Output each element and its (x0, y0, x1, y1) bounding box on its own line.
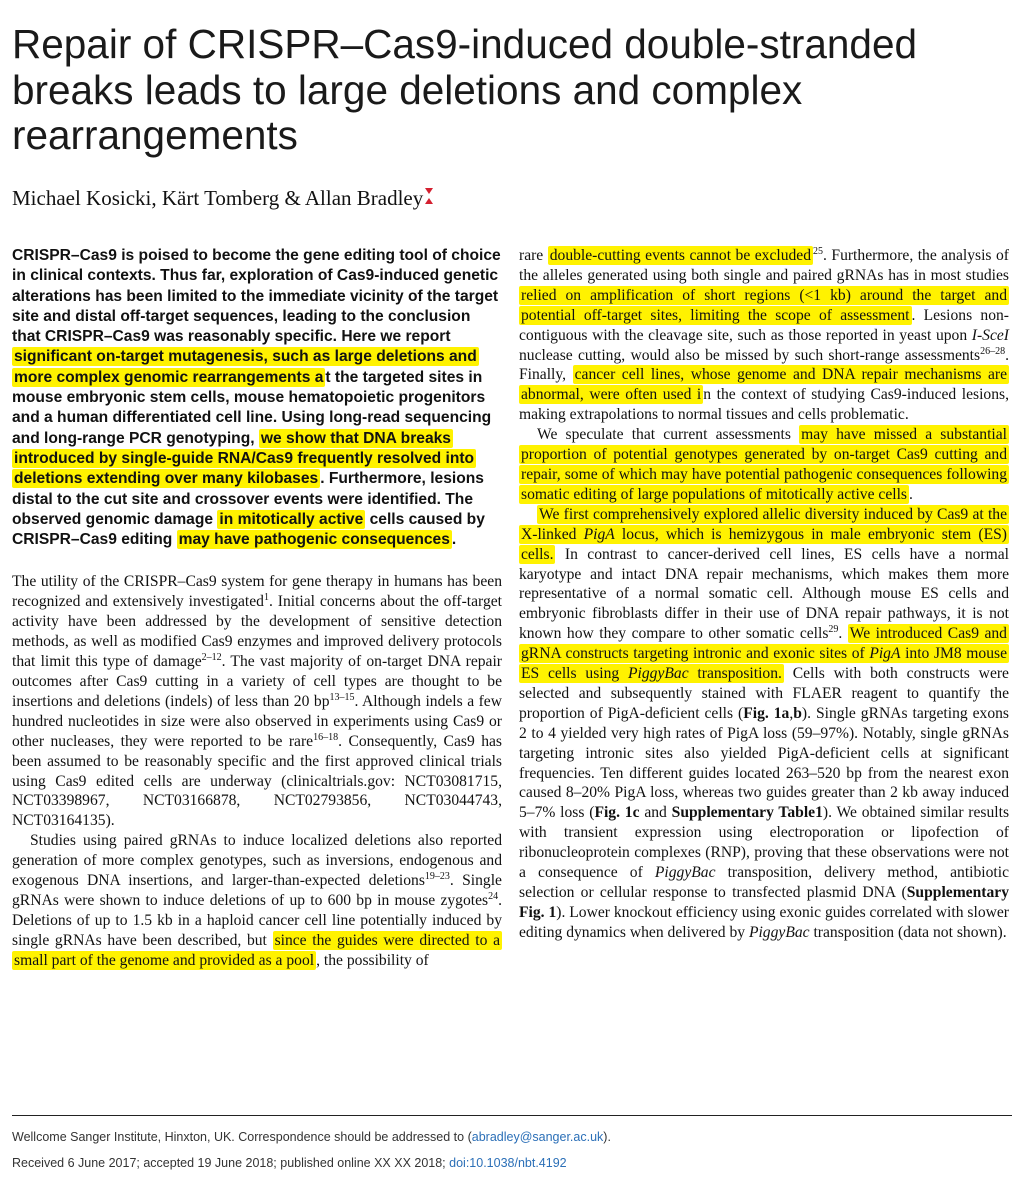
highlight: cancer cell lines, whose genome and DNA repair mechanisms are abnormal, were often used i (521, 366, 1008, 404)
footer-divider (12, 1115, 1012, 1116)
abstract-text: t the targeted sites in mouse embryonic stem cells, mouse hematopoietic progenitors and a human differentiated cell line. Using long-read sequencing and long-range PCR genotyping, (12, 368, 492, 447)
body-text: Cells with both constructs were selected and subsequently stained with FLAER reagent to quantify the proportion of PigA-deficient cells ( (519, 665, 1009, 722)
citation[interactable]: 26–28 (980, 345, 1006, 357)
highlight: in mitotically active (219, 510, 364, 528)
body-text: . Single gRNAs were shown to induce deletions of up to 600 bp in mouse zygotes (12, 872, 502, 909)
highlight: significant on-target mutagenesis, such as large deletions and more complex genomic rearrangements a (14, 348, 477, 386)
body-text: . Lesions non-contiguous with the cleavage site, such as those reported in yeast upon (519, 306, 1009, 344)
body-text: . Although indels a few hundred nucleotides in size were also observed in experiments using Cas9 or other nucleases, they were reported to be rare (12, 692, 502, 750)
highlight-text: into JM8 mouse ES cells using (521, 645, 1007, 683)
correspondence-marker-icon (424, 186, 434, 206)
body-text: transposition (data not shown). (809, 923, 1007, 941)
body-text: . Furthermore, the analysis of the alleles generated using both single and paired gRNAs has in most studies (519, 247, 1009, 284)
highlight: we show that DNA breaks introduced by single-guide RNA/Cas9 frequently resolved into deletions extending over many kilobases (14, 429, 475, 488)
affiliation-text: ). (603, 1130, 611, 1144)
body-text: . Deletions of up to 1.5 kb in a haploid cancer cell line potentially induced by single gRNAs have been described, but (12, 891, 502, 949)
left-column (12, 246, 502, 971)
citation[interactable]: 29 (828, 624, 839, 636)
body-text: . Initial concerns about the off-target activity have been addressed by the development of sensitive detection methods, as well as modified Cas9 enzymes and improved delivery protocols that limit this type of damage (12, 593, 502, 671)
highlight-text: transposition. (688, 665, 782, 683)
author-list (12, 186, 434, 211)
doi-link[interactable]: doi:10.1038/nbt.4192 (449, 1156, 567, 1170)
table-reference[interactable]: Supplementary Table1 (671, 804, 823, 822)
figure-reference[interactable]: Supplementary Fig. 1 (519, 884, 1009, 921)
email-link[interactable]: abradley@sanger.ac.uk (471, 1130, 604, 1144)
vector-name: PiggyBac (628, 665, 689, 683)
body-text: Studies using paired gRNAs to induce localized deletions also reported generation of more complex genotypes, such as inversions, endogenous and exogenous DNA insertions, and larger-than-expected deletions (12, 832, 502, 890)
abstract-text: cells caused by CRISPR–Cas9 editing (12, 510, 485, 549)
body-text: transposition, delivery method, antibiotic selection or cellular response to transfected plasmid DNA ( (519, 864, 1010, 901)
body-text: nuclease cutting, would also be missed by such short-range assessments (519, 346, 981, 364)
body-text: The utility of the CRISPR–Cas9 system for gene therapy in humans has been recognized and extensively investigated (12, 573, 502, 611)
vector-name: PiggyBac (748, 923, 810, 941)
figure-reference[interactable]: Fig. 1a (743, 704, 790, 722)
gene-name: I-SceI (971, 326, 1009, 344)
citation[interactable]: 1 (263, 592, 269, 604)
body-text: n the context of studying Cas9-induced lesions, making extrapolations to normal tissues and cells problematic. (519, 386, 1009, 424)
abstract (12, 246, 502, 550)
intro-paragraph-4 (519, 425, 1009, 505)
intro-paragraph-2 (12, 831, 502, 970)
highlight: double-cutting events cannot be excluded (549, 247, 812, 264)
publication-dates (12, 1150, 1012, 1176)
body-text: , (789, 704, 794, 722)
affiliation-text: Wellcome Sanger Institute, Hinxton, UK. Correspondence should be addressed to ( (12, 1130, 472, 1144)
gene-name: PigA (869, 645, 901, 663)
gene-name: PigA (583, 525, 615, 543)
abstract-text: CRISPR–Cas9 is poised to become the gene editing tool of choice in clinical contexts. Thus far, exploration of Cas9-induced genetic alterations has been limited to the immediate vicinity of the target site and distal off-target sequences, leading to the conclusion that CRISPR–Cas9 was reasonably specific. Here we report (12, 247, 501, 346)
citation[interactable]: 2–12 (201, 651, 222, 663)
highlight: relied on amplification of short regions (<1 kb) around the target and potential off-target sites, limiting the scope of assessment (521, 286, 1007, 324)
highlight-text: locus, which is hemizygous in male embryonic stem (ES) cells. (521, 525, 1007, 563)
right-column (519, 246, 1009, 943)
article-title: Repair of CRISPR–Cas9-induced double-stranded breaks leads to large deletions and complex rearrangements (12, 21, 918, 158)
vector-name: PiggyBac (654, 864, 716, 882)
citation[interactable]: 16–18 (313, 731, 339, 743)
body-text: rare (519, 247, 548, 264)
citation[interactable]: 25 (813, 245, 824, 257)
body-text: ). We obtained similar results with transient expression using electroporation or lipofection of ribonucleoprotein complexes (RNP), proving that these observations were not a consequence of (519, 804, 1010, 882)
highlight-text: We first comprehensively explored allelic diversity induced by Cas9 at the X-linked (521, 505, 1007, 543)
body-text: We speculate that current assessments (537, 426, 800, 444)
intro-paragraph-1 (12, 572, 502, 831)
body-text: In contrast to cancer-derived cell lines, ES cells have a normal karyotype and intact DNA repair mechanisms, which makes them more representative of a normal somatic cell. Although mouse ES cells and embryonic fibroblasts differ in their use of DNA repair pathways, it is not known how they compare to other somatic cells (519, 545, 1009, 643)
intro-paragraph-3 (519, 246, 1009, 425)
highlight: since the guides were directed to a small part of the genome and provided as a pool (14, 931, 500, 969)
body-text: , the possibility of (316, 951, 429, 969)
footer (12, 1124, 1012, 1176)
citation[interactable]: 19–23 (424, 870, 450, 882)
highlight-text: We introduced Cas9 and gRNA constructs targeting intronic and exonic sites of (521, 625, 1007, 663)
highlight: may have missed a substantial proportion of potential genotypes generated by on-target Cas9 cutting and repair, some of which may have potential pathogenic consequences following somatic editing of large populations of mitotically active cells (521, 426, 1007, 503)
figure-reference[interactable]: Fig. 1c (594, 804, 640, 822)
dates-text: Received 6 June 2017; accepted 19 June 2018; published online XX XX 2018; (12, 1156, 450, 1170)
abstract-text: . Furthermore, lesions distal to the cut site and crossover events were identified. The observed genomic damage (12, 470, 484, 528)
citation[interactable]: 24 (488, 890, 499, 902)
highlight: may have pathogenic consequences (178, 531, 450, 549)
body-text: ). Single gRNAs targeting exons 2 to 4 yielded very high rates of PigA loss (59–97%). Notably, single gRNAs targeting intronic sites also yielded PigA-deficient cells at significant frequencies. Ten different guides located 263–520 bp from the nearest exon caused 8–20% PigA loss, whereas two guides greater than 2 kb away induced 5–7% loss ( (519, 704, 1009, 822)
abstract-text: . (451, 531, 457, 549)
figure-reference[interactable]: b (793, 704, 802, 722)
body-text: . Consequently, Cas9 has been assumed to be reasonably specific and the first approved clinical trials using Cas9 edited cells are underway (clinicaltrials.gov: NCT03081715, NCT03398967, NCT03166878, NCT02793856, NCT03044743, NCT03164135). (12, 732, 502, 830)
citation[interactable]: 13–15 (329, 691, 355, 703)
body-text: and (639, 804, 672, 822)
body-text: ). Lower knockout efficiency using exonic guides correlated with slower editing dynamics when delivered by (519, 903, 1010, 941)
body-text: . Finally, (519, 346, 1009, 384)
affiliation-line (12, 1124, 1012, 1150)
author-names: Michael Kosicki, Kärt Tomberg & Allan Bradley (12, 186, 424, 210)
intro-paragraph-5 (519, 505, 1009, 943)
body-text: . (838, 625, 848, 643)
body-text: . (909, 485, 913, 503)
body-text: . The vast majority of on-target DNA repair outcomes after Cas9 cutting in a variety of cell types are thought to be insertions and deletions (indels) of less than 20 bp (12, 653, 502, 710)
